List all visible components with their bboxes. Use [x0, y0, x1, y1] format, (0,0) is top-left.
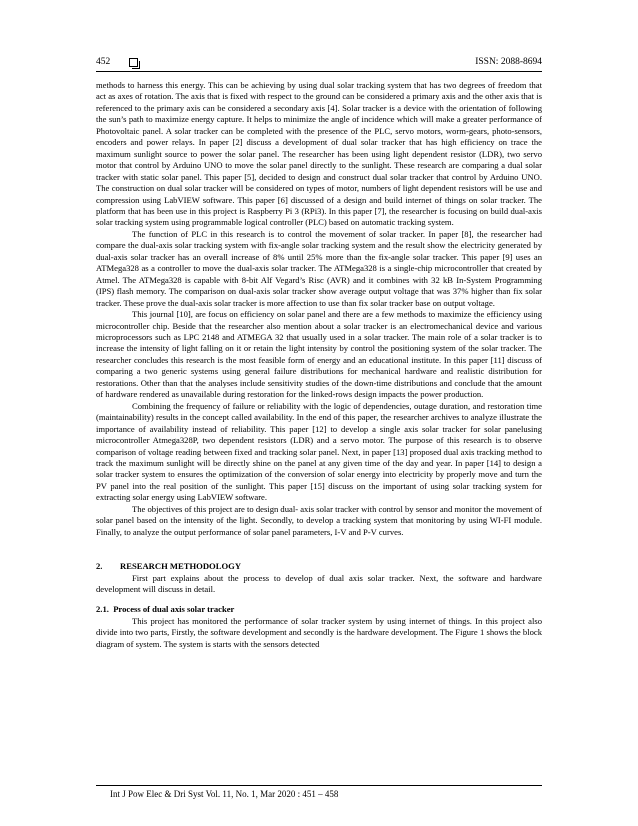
body-paragraph-3: This journal [10], are focus on efficiency on solar panel and there are a few methods to maximize the efficiency using microcontroller chip. Beside that the researcher also mention about a solar tracker is an electromechanical device and various microprocessors such as LPC 2148 and ATMEGA 32 that usually used in a solar tracker. The main role of a solar tracker is to increase the intensity of light falling on it or retain the light intensity by control the positioning system of the solar tracker. The researcher concludes this research is the most feasible form of energy and an educational institute. In this paper [11] discuss of comparing a two generic systems using general failure distributions for mechanical hardware and realistic distribution for restorations. Other than that the analyses include sensitivity studies of the down-time distributions and conclude that the amount of hardware rendered as unavailable during restoration for the linked-rows design impacts the power production. — [96, 309, 542, 400]
section-2-paragraph: First part explains about the process to develop of dual axis solar tracker. Next, the software and hardware development will discuss in detail. — [96, 572, 542, 595]
body-paragraph-1: methods to harness this energy. This can be achieving by using dual solar tracking system that has two degrees of freedom that act as axes of rotation. The axis that is fixed with respect to the ground can be considered a primary axis and the other axis that is referenced to the primary axis can be considered a secondary axis [4]. Solar tracker is a device with the orientation of following the sun’s path to maximize energy capture. It helps to minimize the angle of incidence which will make a greater performance of Photovoltaic panel. A solar tracker can be completed with the presence of the PLC, servo motors, worm-gears, photo-sensors, encoders and power relays. In paper [2] discuss a development of dual solar tracker that has high efficiency on trace the maximum sunlight source to power the solar panel. The researcher has been using light dependent resistor (LDR), two servo motor that control by Arduino UNO to move the solar panel directly to the sunlight. These research are comparing a dual solar tracker with static solar panel. This paper [5], decided to design and construct dual solar tracker that control by Arduino UNO. The construction on dual solar tracker will be considered on types of motor, numbers of light dependent resistors will be use and compression using LabVIEW software. This paper [6] discussed of a design and build internet of things on solar tracker. The platform that has been use in this project is Raspberry Pi 3 (RPi3). In this paper [7], the researcher is focusing on build dual-axis solar tracking system using programmable logical controller (PLC) based on automatic tracking system. — [96, 80, 542, 228]
section-2-title: RESEARCH METHODOLOGY — [120, 561, 242, 572]
section-2-1-paragraph: This project has monitored the performance of solar tracker system by using internet of things. In this project also divide into two parts, Firstly, the software development and secondly is the hardware development. The Figure 1 shows the block diagram of system. The system is starts with the sensors detected — [96, 615, 542, 649]
section-2-number: 2. — [96, 561, 103, 572]
body-text — [96, 80, 542, 650]
checkbox-square-icon — [129, 58, 138, 67]
body-paragraph-4: Combining the frequency of failure or reliability with the logic of dependencies, outage duration, and restoration time (maintainability) results in the concept called availability. In the end of this paper, the researcher archives to analyze illustrate the importance of availability instead of reliability. This paper [12] to develop a single axis solar tracker for solar panelusing microcontroller Atmega328P, two dependent resistors (LDR) and a servo motor. The purpose of this research is to observe comparison of voltage reading between fixed and tracking solar panel. Next, in paper [13] proposed dual axis tracking method to track the maximum sunlight will be directly shine on the panel at any given time of the day and year. In paper [14] to design a solar tracker system to ensures the optimization of the conversion of solar energy into electricity by properly move and turn the PV panel into the real position of the sunlight. This paper [15] discuss on the important of using solar tracking system for extracting solar energy using LabVIEW software. — [96, 400, 542, 503]
footer-divider — [96, 785, 542, 786]
body-paragraph-2: The function of PLC in this research is to control the movement of solar tracker. In paper [8], the researcher had compare the dual-axis solar tracking system with fix-angle solar tracking system and the result show the electricity generated by dual-axis solar tracker has an overall increase of 8% until 25% more than the fix-angle solar tracker. This paper [9] uses an ATMega328 as a controller to move the dual-axis solar tracker. The ATMega328 is a single-chip microcontroller that created by Atmel. The ATMega328 is capable with 8-bit Alf Vegard’s Risc (AVR) and it combines with 32 kB In-System Programming (IPS) flash memory. The comparison on dual-axis solar tracker show average output voltage that was 37% higher than fix solar tracker. These prove the dual-axis solar tracker is more affection to use than fix solar tracker base on output voltage. — [96, 228, 542, 308]
section-2-heading — [96, 561, 542, 572]
subsection-gap — [96, 595, 542, 604]
journal-citation: Int J Pow Elec & Dri Syst Vol. 11, No. 1, Mar 2020 : 451 – 458 — [110, 789, 339, 799]
issn-label: ISSN: 2088-8694 — [475, 57, 542, 67]
section-2-1-title: Process of dual axis solar tracker — [113, 604, 235, 615]
page-number: 452 — [96, 57, 111, 67]
body-paragraph-5: The objectives of this project are to design dual- axis solar tracker with control by sensor and monitor the movement of solar panel based on the intensity of the light. Secondly, to develop a tracking system that monitoring by using WI-FI module. Finally, to analyze the output performance of solar panel parameters, I-V and P-V curves. — [96, 503, 542, 537]
section-gap — [96, 538, 542, 561]
section-2-1-heading — [96, 604, 542, 615]
header-divider — [96, 71, 542, 72]
section-2-1-number: 2.1. — [96, 604, 109, 615]
